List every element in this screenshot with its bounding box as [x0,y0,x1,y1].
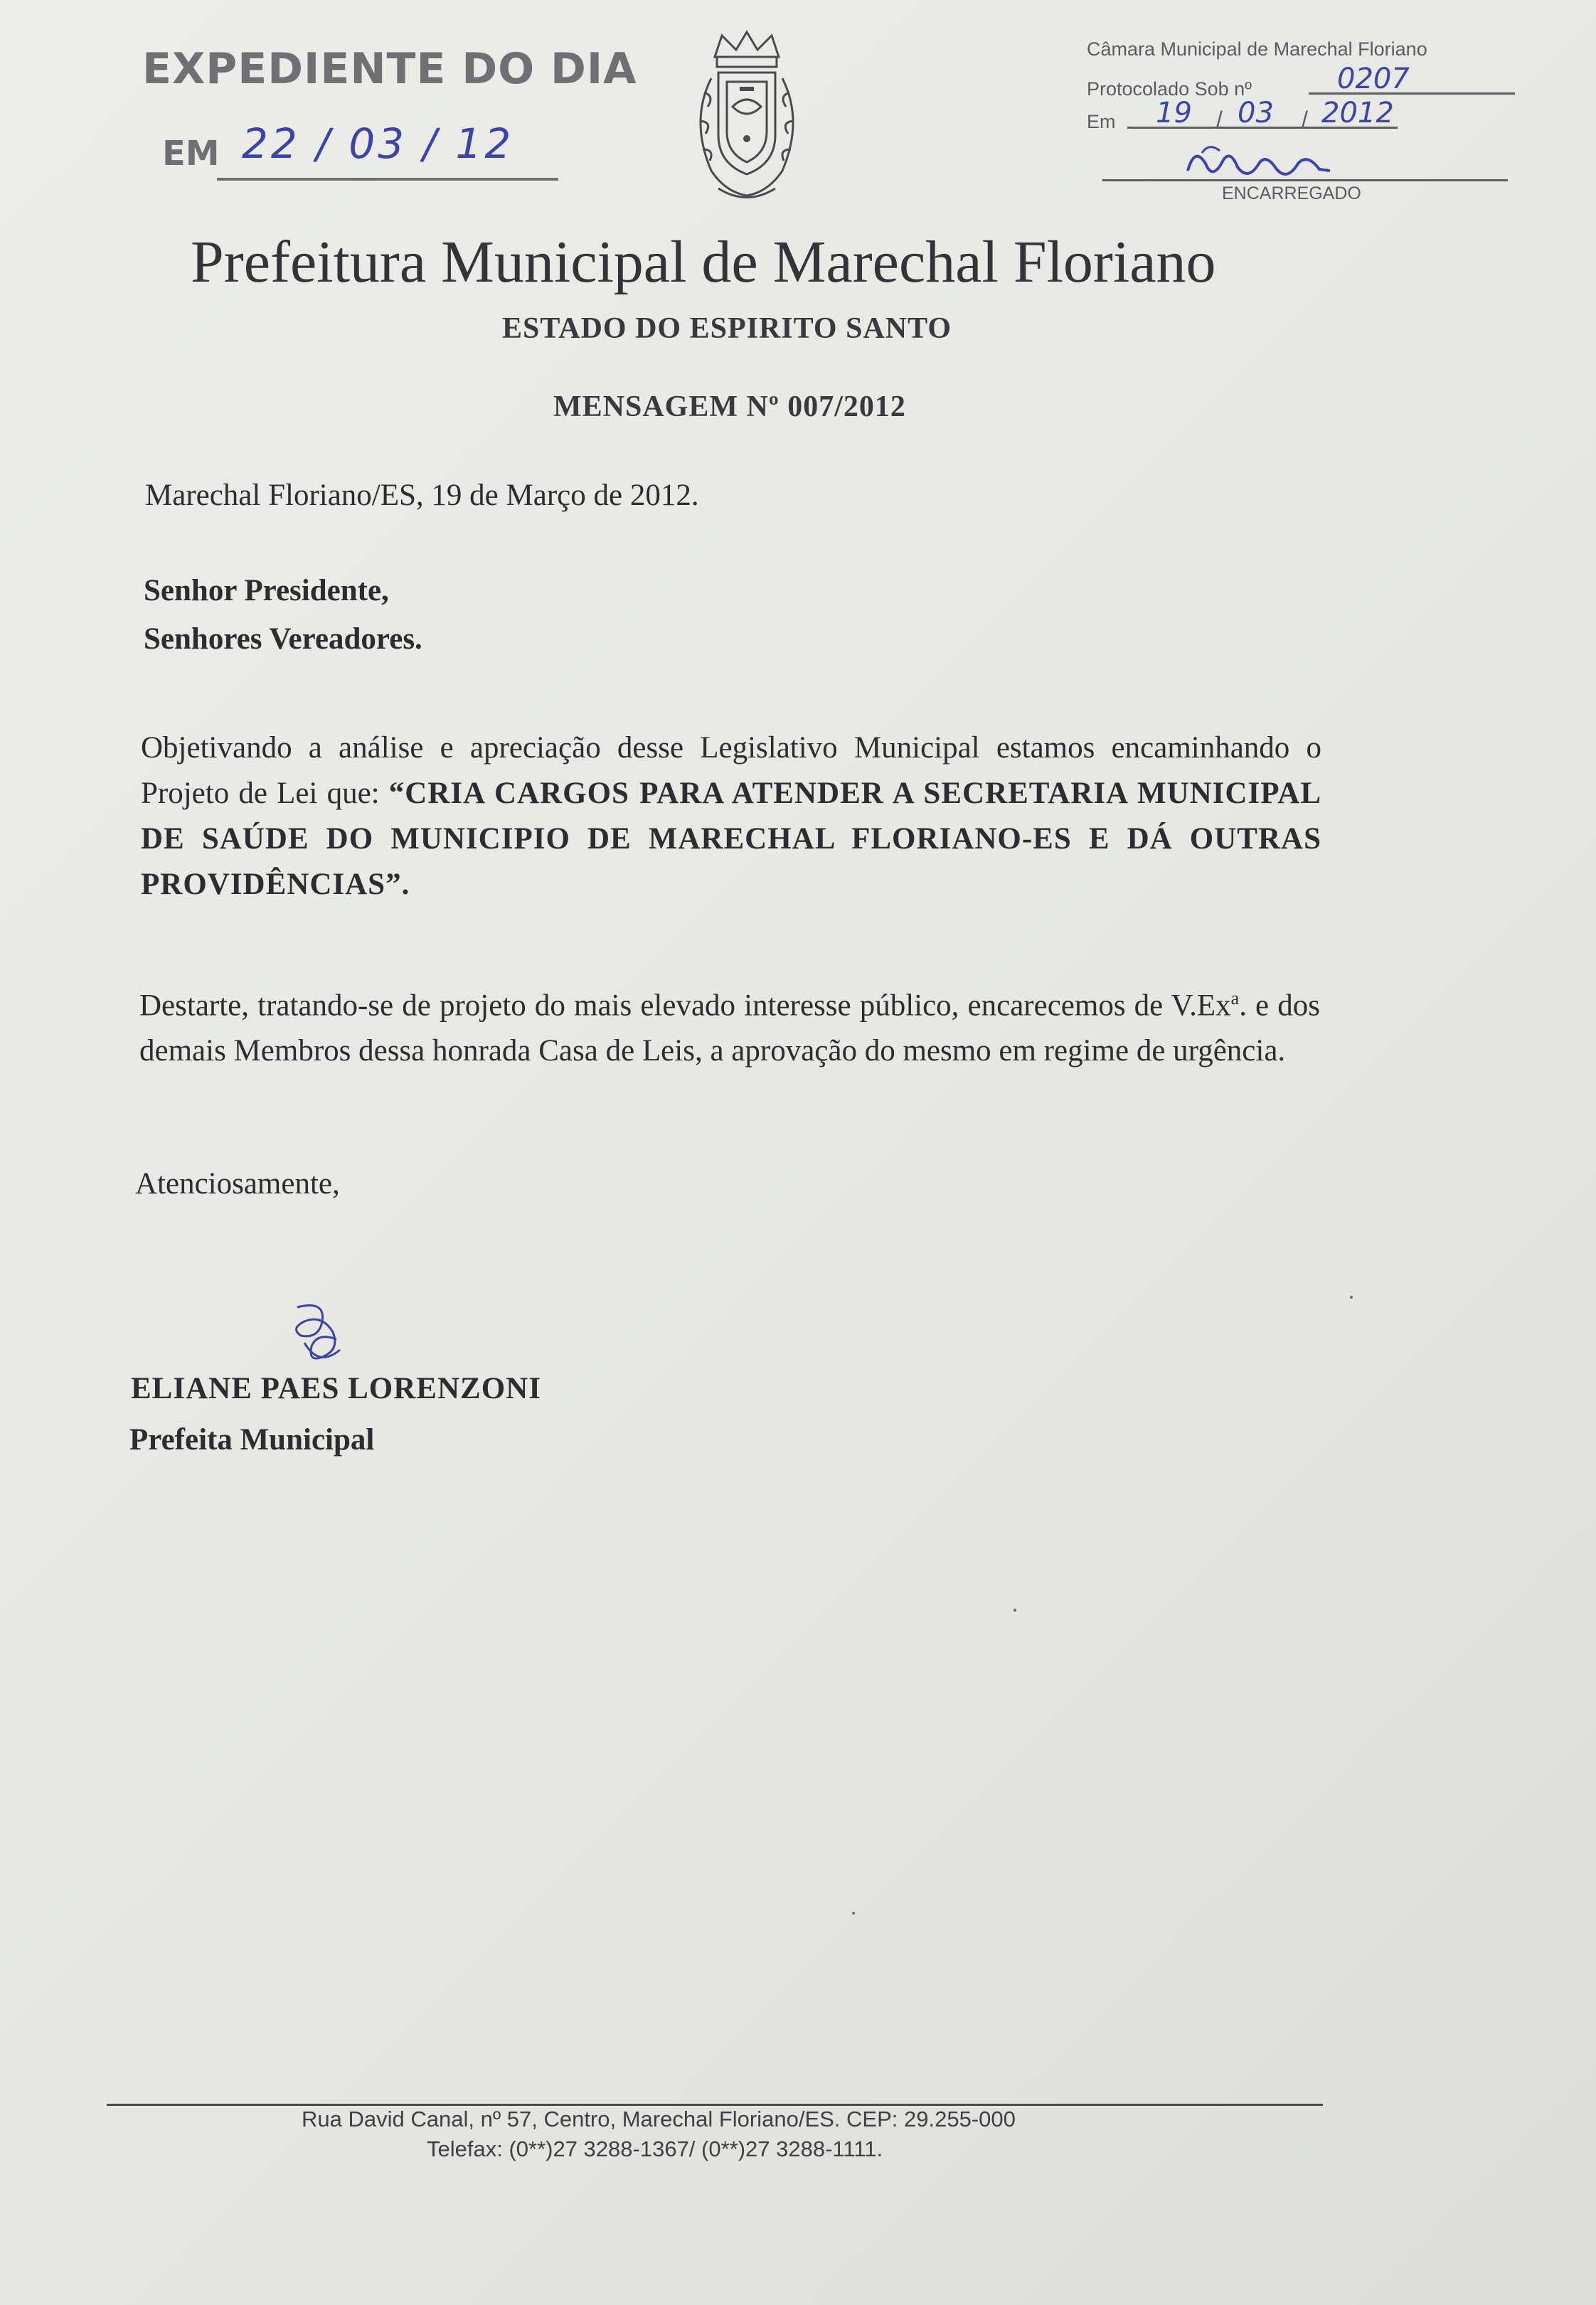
message-number: MENSAGEM Nº 007/2012 [553,390,906,423]
protocol-chamber-name: Câmara Municipal de Marechal Floriano [1087,38,1427,60]
signer-name: ELIANE PAES LORENZONI [131,1372,541,1405]
footer-address: Rua David Canal, nº 57, Centro, Marechal Floriano/ES. CEP: 29.255-000 [302,2107,1016,2131]
expediente-date: 22 / 03 / 12 [242,119,514,168]
speck [1350,1296,1353,1299]
protocol-date-month: 03 [1238,97,1274,129]
speck [852,1912,855,1915]
project-title: “CRIA CARGOS PARA ATENDER A SECRETARIA MUNICIPAL DE SAÚDE DO MUNICIPIO DE MARECHAL FLORIANO-ES E DÁ OUTRAS PROVIDÊNCIAS”. [141,777,1322,901]
paragraph-project [141,725,1321,907]
salutation-councilors: Senhores Vereadores. [144,622,422,656]
signer-role: Prefeita Municipal [129,1423,375,1457]
paragraph-request-a: Destarte, tratando-se de projeto do mais elevado interesse público, encarecemos de V.Ex [139,989,1231,1023]
protocol-role: ENCARREGADO [1222,183,1361,203]
paragraph-request-b: . e dos demais Membros dessa honrada Casa de Leis, a aprovação do mesmo em regime de urgência. [139,989,1320,1068]
footer-divider [107,2104,1323,2106]
mayor-signature-icon [283,1300,354,1371]
paragraph-request-sup: a [1230,988,1240,1008]
expediente-em-label: EM [162,134,220,174]
protocol-label: Protocolado Sob nº [1087,78,1252,100]
protocol-em-label: Em [1087,111,1116,132]
salutation-president: Senhor Presidente, [144,574,389,607]
speck [1014,1609,1016,1612]
closing: Atenciosamente, [135,1167,340,1201]
coat-of-arms-icon [683,28,811,213]
expediente-title: EXPEDIENTE DO DIA [142,44,637,94]
place-date: Marechal Floriano/ES, 19 de Março de 2012. [145,479,699,512]
footer-phone: Telefax: (0**)27 3288-1367/ (0**)27 3288-1111. [427,2136,883,2161]
protocol-date-sep-1: / [1216,107,1223,132]
protocol-date-sep-2: / [1302,107,1308,132]
paragraph-project-intro: Objetivando a análise e apreciação desse Legislativo Municipal estamos encaminhando o Projeto de Lei que: [141,731,1321,810]
protocol-date-day: 19 [1156,97,1192,129]
protocol-number: 0207 [1337,63,1410,95]
protocol-date-year: 2012 [1321,97,1394,129]
page-title: Prefeitura Municipal de Marechal Floriano [191,229,1216,295]
state-name: ESTADO DO ESPIRITO SANTO [502,312,952,345]
protocol-signature-line [1102,179,1508,181]
paragraph-request [139,976,1320,1074]
expediente-date-line [217,178,558,181]
